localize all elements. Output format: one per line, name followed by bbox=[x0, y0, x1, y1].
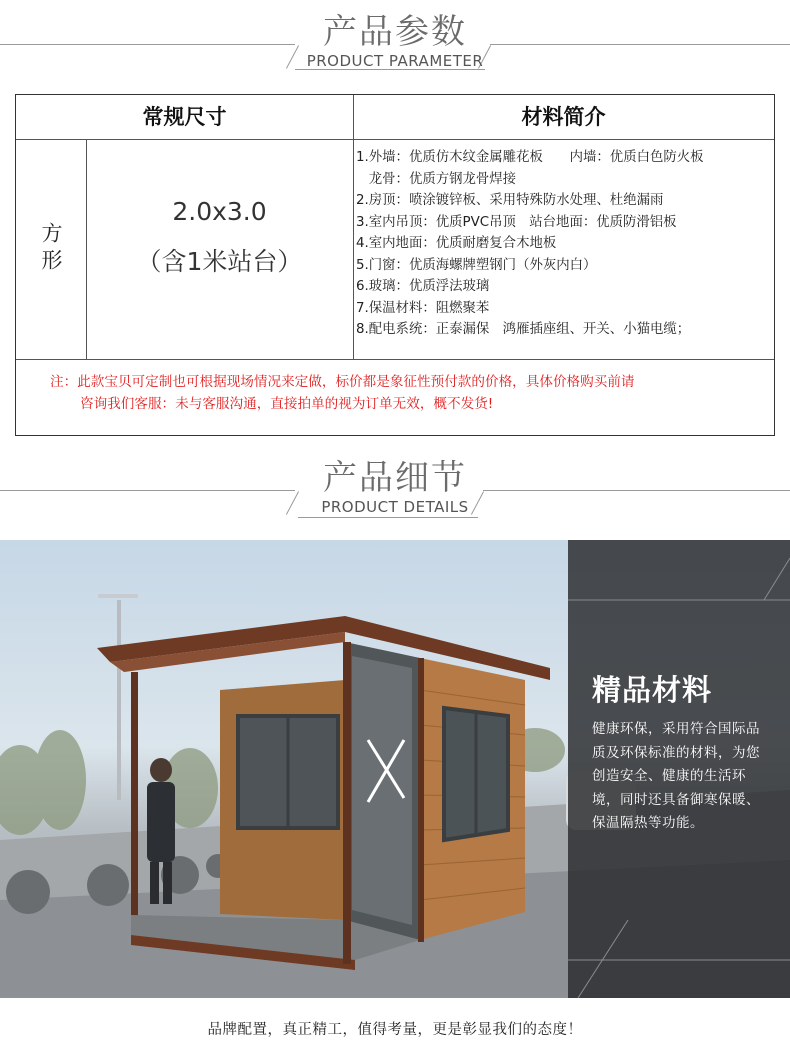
details-title-cn: 产品细节 bbox=[323, 458, 467, 498]
parameter-title-en: PRODUCT PARAMETER bbox=[306, 52, 484, 70]
feature-description: 健康环保，采用符合国际品质及环保标准的材料，为您创造安全、健康的生活环境，同时还具备御寒保暖、保温隔热等功能。 bbox=[592, 721, 760, 831]
table-divider bbox=[16, 359, 774, 360]
header-size: 常规尺寸 bbox=[142, 105, 227, 129]
material-item: 1.外墙：优质仿木纹金属雕花板 内墙：优质白色防火板 bbox=[356, 150, 704, 165]
material-item: 4.室内地面：优质耐磨复合木地板 bbox=[356, 236, 557, 251]
table-divider bbox=[353, 95, 354, 359]
material-item: 2.房顶：喷涂镀锌板、采用特殊防水处理、杜绝漏雨 bbox=[356, 193, 664, 208]
platform-note: （含1米站台） bbox=[136, 247, 303, 276]
size-cell bbox=[86, 139, 353, 359]
brand-slogan: 品牌配置，真正精工，值得考量，更是彰显我们的态度！ bbox=[207, 1022, 583, 1038]
material-item: 3.室内吊顶：优质PVC吊顶 站台地面：优质防滑铝板 bbox=[356, 214, 677, 230]
material-item: 7.保温材料：阻燃聚苯 bbox=[356, 300, 490, 316]
parameter-title-cn: 产品参数 bbox=[323, 12, 467, 52]
shape-cell: 方形 bbox=[39, 222, 63, 276]
material-item: 5.门窗：优质海螺牌塑钢门（外灰内白） bbox=[356, 257, 597, 273]
material-item: 8.配电系统：正泰漏保 鸿雁插座组、开关、小猫电缆； bbox=[356, 322, 691, 337]
parameter-section-header bbox=[0, 0, 790, 80]
order-notice-line1: 注：此款宝贝可定制也可根据现场情况来定做，标价都是象征性预付款的价格，具体价格购买前请 bbox=[50, 374, 635, 390]
materials-list bbox=[356, 147, 772, 341]
order-notice bbox=[50, 371, 750, 415]
material-item: 6.玻璃：优质浮法玻璃 bbox=[356, 279, 490, 294]
feature-panel bbox=[568, 540, 790, 998]
feature-title: 精品材料 bbox=[592, 673, 713, 707]
material-item: 龙骨：优质方钢龙骨焊接 bbox=[356, 171, 517, 187]
spec-table bbox=[15, 94, 775, 436]
dimension-value: 2.0x3.0 bbox=[172, 197, 267, 226]
header-materials: 材料简介 bbox=[521, 105, 606, 129]
order-notice-line2: 咨询我们客服：未与客服沟通，直接拍单的视为订单无效，概不发货! bbox=[80, 396, 494, 412]
details-section-header bbox=[0, 450, 790, 530]
details-title-en: PRODUCT DETAILS bbox=[321, 498, 469, 516]
